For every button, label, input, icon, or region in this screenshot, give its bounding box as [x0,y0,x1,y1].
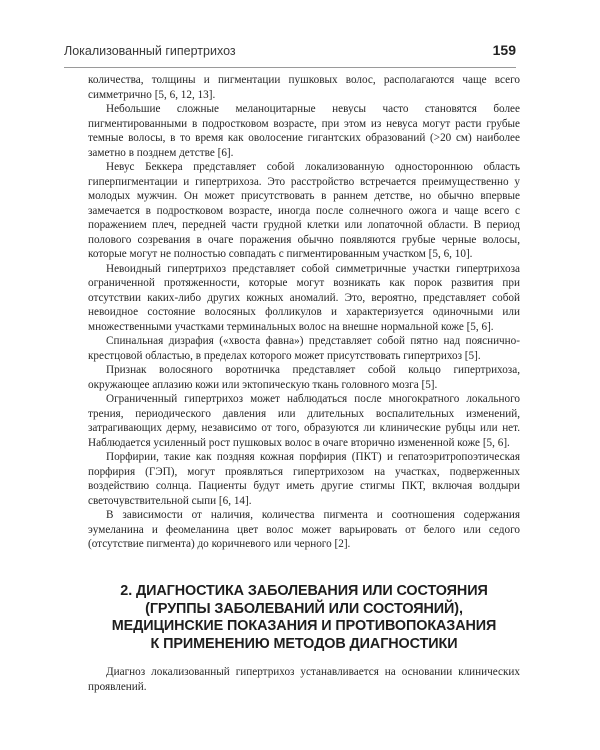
paragraph: Ограниченный гипертрихоз может наблюдаться после многократного локального трения, периодического давления или длительных воспалительных изменений, затрагивающих дерму, независимо от того, образуются ли клинические рубцы или нет. Наблюдается усиленный рост пушковых волос в очаге вторично измененной коже [5, 6]. [88,393,520,449]
running-header [64,38,516,68]
header-rule [64,67,516,68]
section-heading-line: (ГРУППЫ ЗАБОЛЕВАНИЙ ИЛИ СОСТОЯНИЙ), [145,600,463,617]
paragraph: В зависимости от наличия, количества пигмента и соотношения содержания эумеланина и феомеланина цвет волос может варьировать от белого или седого (отсутствие пигмента) до коричневого или черного [2]. [88,509,520,550]
paragraph: Признак волосяного воротничка представляет собой кольцо гипертрихоза, окружающее аплазию кожи или эктопическую ткань головного мозга [5]. [88,364,520,391]
paragraph: Порфирии, такие как поздняя кожная порфирия (ПКТ) и гепатоэритропоэтическая порфирия (ГЭП), могут проявляться гипертрихозом на участках, подверженных воздействию солнца. Пациенты будут иметь другие стигмы ПКТ, включая волдыри светочувствительной сыпи [6, 14]. [88,451,520,507]
page-number: 159 [492,42,516,58]
section-heading [88,583,520,653]
running-header-title: Локализованный гипертрихоз [64,44,236,58]
paragraph: Спинальная дизрафия («хвоста фавна») представляет собой пятно над пояснично-крестцовой областью, в пределах которого может присутствовать гипертрихоз [5]. [88,335,520,362]
paragraph: Небольшие сложные меланоцитарные невусы часто становятся более пигментированными в подростковом возрасте, при этом из невуса могут расти грубые темные волосы, в то время как оволосение гигантских образований (>20 см) наиболее заметно в позднем детстве [6]. [88,103,520,159]
paragraph: Невоидный гипертрихоз представляет собой симметричные участки гипертрихоза ограниченной протяженности, которые могут возникать как порок развития при отсутствии каких-либо других кожных аномалий. Это, вероятно, представляет собой невоидное состояние волосяных фолликулов и характеризуется одиночными или множественными участками терминальных волос на внешне нормальной коже [5, 6]. [88,262,520,333]
section-heading-line: МЕДИЦИНСКИЕ ПОКАЗАНИЯ И ПРОТИВОПОКАЗАНИЯ [111,618,497,634]
section-heading-line: 2. ДИАГНОСТИКА ЗАБОЛЕВАНИЯ ИЛИ СОСТОЯНИЯ [120,583,488,599]
closing-text [88,665,520,694]
section-heading-line: К ПРИМЕНЕНИЮ МЕТОДОВ ДИАГНОСТИКИ [150,635,458,652]
paragraph: количества, толщины и пигментации пушковых волос, располагаются чаще всего симметрично [5, 6, 12, 13]. [88,74,520,101]
body-text [88,73,520,552]
paragraph: Диагноз локализованный гипертрихоз устанавливается на основании клинических проявлений. [88,666,520,693]
paragraph: Невус Беккера представляет собой локализованную одностороннюю область гиперпигментации и гипертрихоза. Это расстройство встречается преимущественно у молодых мужчин. Он может присутствовать в раннем детстве, но обычно впервые замечается в подростковом возрасте, иногда после солнечного ожога и чаще всего с поражением плеч, передней части грудной клетки или лопаточной области. В период полового созревания в очаге поражения обычно появляются грубые черные волосы, которые могут не полностью совпадать с пигментированным участком [5, 6, 10]. [88,161,520,260]
